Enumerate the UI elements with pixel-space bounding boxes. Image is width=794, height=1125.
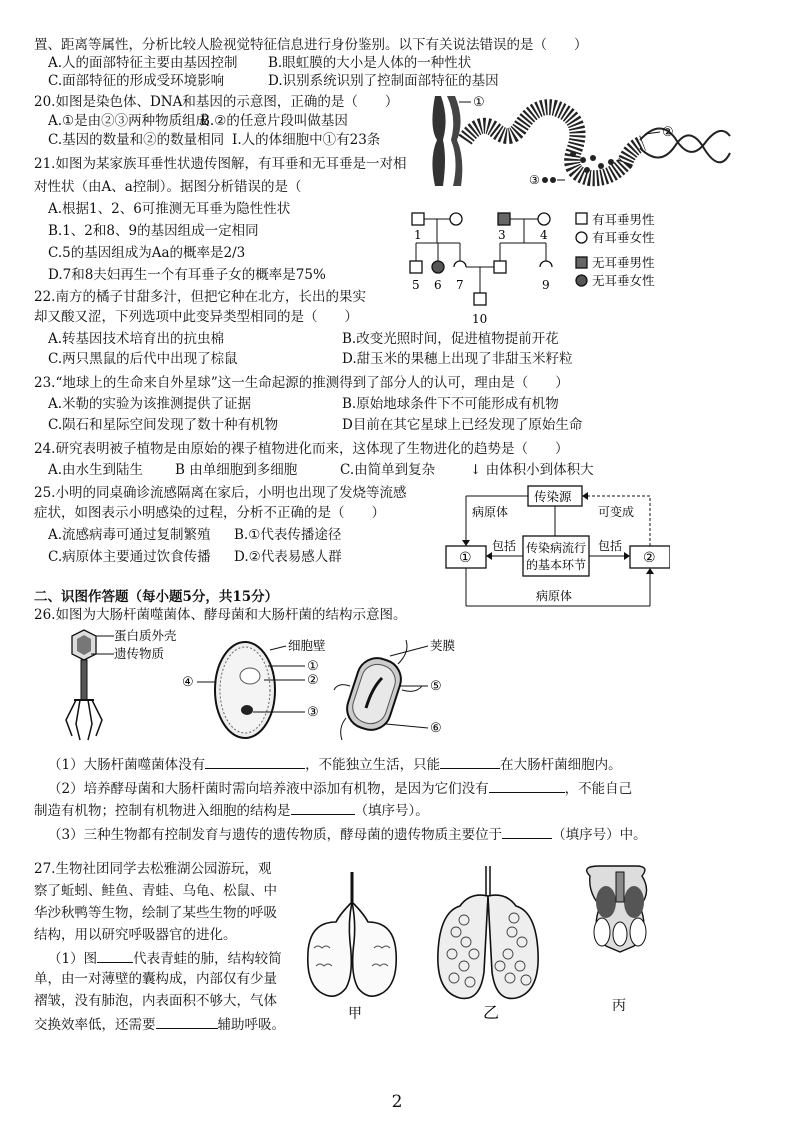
figure-label-4: ④ bbox=[182, 675, 194, 690]
q26-part2-line2 bbox=[34, 800, 429, 820]
q27-line7: 褶皱，没有肺泡，内表面积不够大，气体 bbox=[34, 993, 277, 1009]
flow-can-become: 可变成 bbox=[598, 505, 635, 519]
page-number: 2 bbox=[391, 1092, 403, 1112]
q19-option-b: B.眼虹膜的大小是人体的一种性状 bbox=[268, 55, 472, 71]
pedigree-chart bbox=[398, 205, 573, 330]
q22-option-a: A.转基因技术培育出的抗虫棉 bbox=[48, 331, 225, 347]
q27-line8 bbox=[34, 1014, 285, 1034]
q20-stem: 20.如图是染色体、DNA和基因的示意图，正确的是（ ） bbox=[34, 94, 399, 110]
chromosome-dna-figure bbox=[425, 88, 765, 193]
q27-answer-blank-1[interactable] bbox=[97, 948, 133, 963]
pedigree-legend bbox=[574, 210, 694, 290]
q20-option-b: B.②的任意片段叫做基因 bbox=[200, 113, 348, 129]
lung-label-bing: 丙 bbox=[612, 998, 626, 1014]
q24-stem: 24.研究表明被子植物是由原始的裸子植物进化而来，这体现了生物进化的趋势是（ ） bbox=[34, 441, 569, 457]
q26-answer-blank-4[interactable] bbox=[291, 800, 355, 815]
q23-stem: 23.“地球上的生命来自外星球”这一生命起源的推测得到了部分人的认可，理由是（ ） bbox=[34, 375, 569, 391]
flow-box-2: ② bbox=[643, 550, 656, 566]
q26-part3 bbox=[48, 824, 647, 844]
q27-line5 bbox=[48, 948, 282, 968]
q26-answer-blank-3[interactable] bbox=[489, 778, 565, 793]
pedigree-number-4: 4 bbox=[540, 228, 548, 242]
q19-option-c: C.面部特征的形成受环境影响 bbox=[48, 73, 225, 89]
yeast-label-wall: 细胞壁 bbox=[288, 638, 326, 653]
legend-unaffected-male: 无耳垂男性 bbox=[592, 255, 655, 270]
flow-center-line1: 传染病流行 bbox=[526, 541, 587, 555]
q21-stem-line2: 对性状（由A、a控制）。据图分析错误的是（ bbox=[34, 179, 302, 195]
phage-label-protein: 蛋白质外壳 bbox=[114, 628, 177, 643]
q19-option-a: A.人的面部特征主要由基因控制 bbox=[48, 55, 238, 71]
q23-option-a: A.米勒的实验为该推测提供了证据 bbox=[48, 396, 252, 412]
bacterium-label-capsule: 荚膜 bbox=[430, 638, 456, 653]
pedigree-number-7: 7 bbox=[456, 278, 464, 292]
figure-label-n1: ① bbox=[307, 659, 319, 674]
q25-option-c: C.病原体主要通过饮食传播 bbox=[48, 549, 211, 565]
q24-option-a: A.由水生到陆生 bbox=[48, 462, 144, 478]
q27-line6: 单，由一对薄壁的囊构成，内部仅有少量 bbox=[34, 971, 277, 987]
microbe-structure-figure bbox=[50, 628, 480, 750]
q26-p3-text-b: （填序号）中。 bbox=[552, 827, 647, 843]
q26-p2-text-d: （填序号）。 bbox=[354, 803, 429, 819]
q27-line3: 华沙秋鸭等生物，绘制了某些生物的呼吸 bbox=[34, 905, 277, 921]
q21-option-d: D.7和8夫妇再生一个有耳垂子女的概率是75% bbox=[48, 267, 326, 283]
pedigree-number-6: 6 bbox=[434, 278, 442, 292]
flow-pathogen-left: 病原体 bbox=[472, 505, 509, 519]
q22-option-c: C.两只黑鼠的后代中出现了棕鼠 bbox=[48, 351, 238, 367]
pedigree-number-10: 10 bbox=[472, 312, 488, 326]
q27-l5-text-a: （1）图 bbox=[48, 951, 98, 967]
q21-stem-line1: 21.如图为某家族耳垂性状遗传图解，有耳垂和无耳垂是一对相 bbox=[34, 156, 407, 172]
q25-stem-line1: 25.小明的同桌确诊流感隔离在家后，小明也出现了发烧等流感 bbox=[34, 485, 407, 501]
pedigree-number-1: 1 bbox=[414, 228, 422, 242]
q26-answer-blank-1[interactable] bbox=[205, 754, 305, 769]
q21-option-c: C.5的基因组成为Aa的概率是2/3 bbox=[48, 245, 246, 261]
q27-line4: 结构，用以研究呼吸器官的进化。 bbox=[34, 927, 237, 943]
q23-option-c: C.陨石和星际空间发现了数十种有机物 bbox=[48, 417, 279, 433]
flow-pathogen-bottom: 病原体 bbox=[536, 589, 573, 603]
q27-answer-blank-2[interactable] bbox=[156, 1014, 218, 1029]
q27-l8-text-a: 交换效率低，还需要 bbox=[34, 1017, 156, 1033]
q26-answer-blank-5[interactable] bbox=[502, 824, 552, 839]
pedigree-number-9: 9 bbox=[542, 278, 550, 292]
q26-p2-text-a: （2）培养酵母菌和大肠杆菌时需向培养液中添加有机物，是因为它们没有 bbox=[48, 781, 489, 797]
q25-option-a: A.流感病毒可通过复制繁殖 bbox=[48, 527, 211, 543]
q25-option-b: B.①代表传播途径 bbox=[234, 527, 342, 543]
q24-option-d: ↓ 由体积小到体积大 bbox=[470, 462, 594, 478]
figure-label-6: ⑥ bbox=[430, 721, 442, 736]
q22-stem-line2: 却又酸又涩，下列选项中此变异类型相同的是（ ） bbox=[34, 309, 358, 325]
q20-option-a: A.①是由②③两种物质组成 bbox=[48, 113, 210, 129]
q26-p2-text-c: 制造有机物；控制有机物进入细胞的结构是 bbox=[34, 803, 291, 819]
flow-source: 传染源 bbox=[534, 489, 572, 504]
flow-box-1: ① bbox=[459, 550, 472, 566]
q26-p1-text-b: ，不能独立生活，只能 bbox=[305, 757, 441, 773]
q24-option-b: B 由单细胞到多细胞 bbox=[175, 462, 298, 478]
figure-label-5: ⑤ bbox=[430, 679, 442, 694]
q22-option-d: D.甜玉米的果穗上出现了非甜玉米籽粒 bbox=[342, 351, 573, 367]
figure-label-n2: ② bbox=[307, 673, 319, 688]
figure-label-1: ① bbox=[473, 95, 485, 110]
q21-option-a: A.根据1、2、6可推测无耳垂为隐性性状 bbox=[48, 201, 291, 217]
q19-stem: 置、距离等属性，分析比较人脸视觉特征信息进行身份鉴别。以下有关说法错误的是（ ） bbox=[34, 37, 588, 53]
q19-option-d: D.识别系统识别了控制面部特征的基因 bbox=[268, 73, 499, 89]
q27-line1: 27.生物社团同学去松雅湖公园游玩，观 bbox=[34, 861, 272, 877]
legend-unaffected-female: 无耳垂女性 bbox=[592, 273, 655, 288]
q23-option-b: B.原始地球条件下不可能形成有机物 bbox=[342, 396, 559, 412]
q26-stem: 26.如图为大肠杆菌噬菌体、酵母菌和大肠杆菌的结构示意图。 bbox=[34, 607, 407, 623]
pedigree-number-5: 5 bbox=[412, 278, 420, 292]
flow-include-right: 包括 bbox=[598, 539, 623, 553]
figure-label-n3: ③ bbox=[307, 705, 319, 720]
q21-option-b: B.1、2和8、9的基因组成一定相同 bbox=[48, 223, 259, 239]
figure-label-2: ② bbox=[662, 125, 674, 140]
q25-option-d: D.②代表易感人群 bbox=[234, 549, 342, 565]
q27-l8-text-b: 辅助呼吸。 bbox=[217, 1017, 285, 1033]
flow-center-line2: 的基本环节 bbox=[526, 558, 587, 572]
q27-l5-text-b: 代表青蛙的肺，结构较简 bbox=[133, 951, 282, 967]
lungs-comparison-figure bbox=[300, 862, 680, 1022]
lung-label-yi: 乙 bbox=[483, 1003, 500, 1022]
q25-stem-line2: 症状，如图表示小明感染的过程，分析不正确的是（ ） bbox=[34, 505, 385, 521]
epidemic-flow-diagram bbox=[438, 480, 670, 615]
q26-p3-text-a: （3）三种生物都有控制发育与遗传的遗传物质，酵母菌的遗传物质主要位于 bbox=[48, 827, 503, 843]
q20-option-c: C.基因的数量和②的数量相同 bbox=[48, 132, 225, 148]
lung-label-jia: 甲 bbox=[348, 1006, 362, 1022]
pedigree-number-3: 3 bbox=[498, 228, 506, 242]
q24-option-c: C.由简单到复杂 bbox=[340, 462, 436, 478]
section-2-heading: 二、识图作答题（每小题5分，共15分） bbox=[34, 589, 279, 605]
q26-part2 bbox=[48, 778, 632, 798]
q26-p1-text-a: （1）大肠杆菌噬菌体没有 bbox=[48, 757, 206, 773]
q26-p2-text-b: ，不能自己 bbox=[564, 781, 633, 797]
q26-p1-text-c: 在大肠杆菌细胞内。 bbox=[500, 757, 622, 773]
q22-option-b: B.改变光照时间，促进植物提前开花 bbox=[342, 331, 559, 347]
q26-answer-blank-2[interactable] bbox=[440, 754, 500, 769]
figure-label-3: ③ bbox=[529, 173, 540, 187]
q22-stem-line1: 22.南方的橘子甘甜多汁，但把它种在北方，长出的果实 bbox=[34, 289, 366, 305]
flow-include-left: 包括 bbox=[492, 539, 517, 553]
q20-option-d: Ⅰ.人的体细胞中①有23条 bbox=[232, 132, 381, 148]
legend-affected-male: 有耳垂男性 bbox=[592, 212, 655, 227]
q27-line2: 察了蚯蚓、鲑鱼、青蛙、乌龟、松鼠、中 bbox=[34, 883, 277, 899]
q23-option-d: D目前在其它星球上已经发现了原始生命 bbox=[342, 417, 583, 433]
legend-affected-female: 有耳垂女性 bbox=[592, 230, 655, 245]
phage-label-genetic: 遗传物质 bbox=[114, 646, 165, 661]
q26-part1 bbox=[48, 754, 622, 774]
